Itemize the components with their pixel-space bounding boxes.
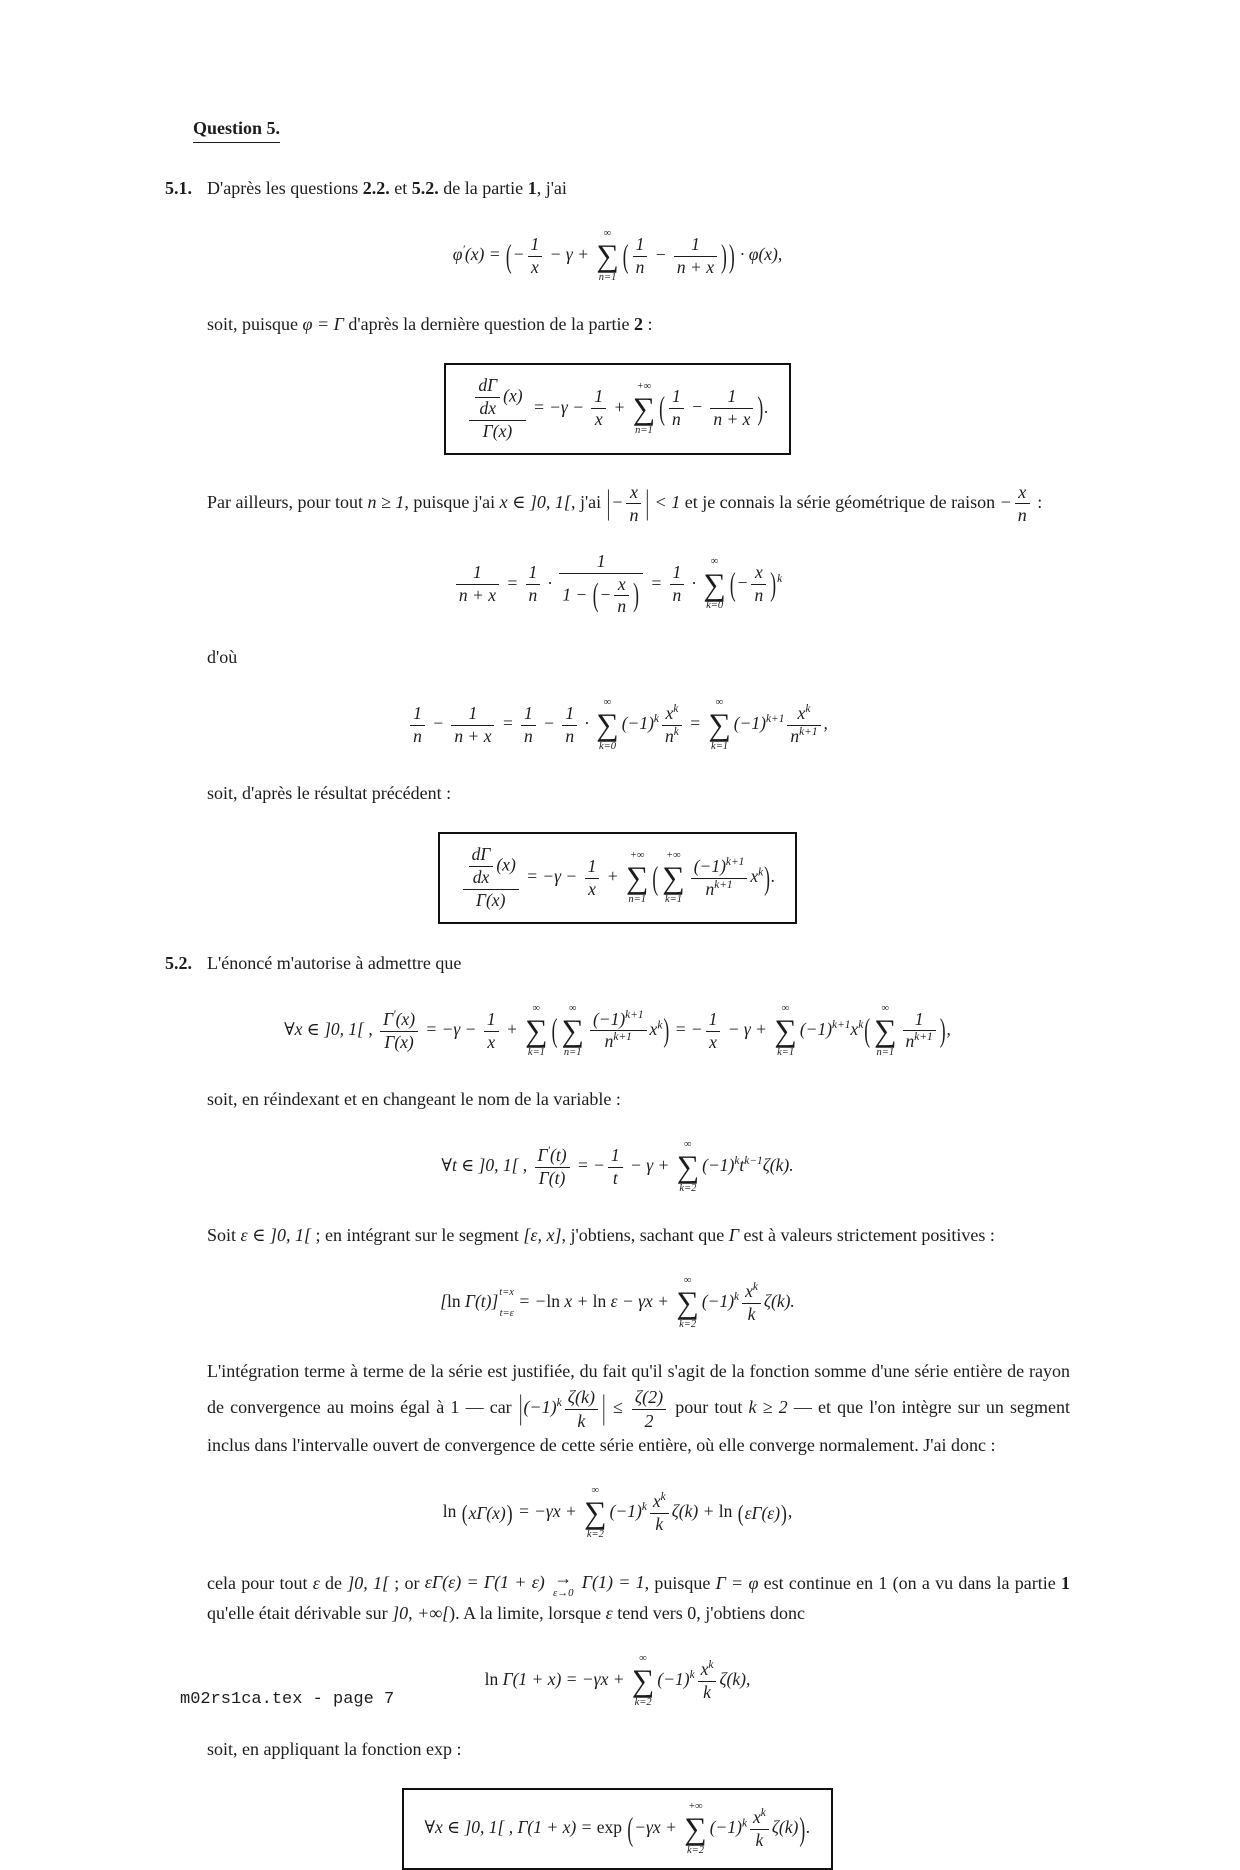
para-par-ailleurs: Par ailleurs, pour tout n ≥ 1, puisque j'ai x ∈ ]0, 1[, j'ai | − $\frac{x}{n}$ | < 1 et je connais la série géométrique de raison − $\frac{x}{n}$ : bbox=[207, 481, 1043, 526]
para-reindexant: soit, en réindexant et en changeant le nom de la variable : bbox=[207, 1089, 621, 1110]
eq-admitted-swap: ∀x ∈ ]0, 1[ , $\frac{\Gamma'(x)}{\Gamma(x)}$ = −γ − $\frac{1}{x}$ + ∞ ∑ k=1 ( ∞ ∑ n=1 $\frac{(-1)^{k+1}}{n^{k+1}}$ $x^k$ ) = − $\frac{1}{x}$ − γ + ∞ ∑ k=1 $(-1)^{k+1}x^k$ ( ∞ ∑ n=1 $\frac{1}{n^{k+1}}$ ) , bbox=[284, 1002, 951, 1058]
eq-series-difference: $\frac{1}{n}$ − $\frac{1}{n + x}$ = $\frac{1}{n}$ − $\frac{1}{n}$ · ∞ ∑ k=0 $(-1)^k$ $\frac{x^k}{n^k}$ = ∞ ∑ k=1 $(-1)^{k+1}$ $\frac{x^k}{n^{k+1}}$ , bbox=[165, 696, 1070, 754]
eq-geometric-series: $\frac{1}{n + x}$ = $\frac{1}{n}$ · 1 1 − ( − $\frac{x}{n}$ ) = $\frac{1}{n}$ · ∞ ∑ k=0 ( − $\frac{x}{n}$ ) $^k$ bbox=[165, 551, 1070, 619]
eq-phi-prime: φ′(x) = ( − $\frac{1}{x}$ − γ + ∞ ∑ n=1 ( $\frac{1}{n}$ − $\frac{1}{n + x}$ ) ) · φ(x), bbox=[452, 227, 783, 283]
eq-ln-x-gamma: ln ( xΓ(x) ) = −γx + ∞ ∑ k=2 $(-1)^k$ $\frac{x^k}{k}$ ζ(k) + ln ( εΓ(ε) ) , bbox=[442, 1485, 793, 1541]
question-title: Question 5. bbox=[193, 118, 280, 143]
para-fonction-exp: soit, en appliquant la fonction exp : bbox=[207, 1739, 462, 1760]
boxed-eq-double-sum: $\frac{d\Gamma}{dx}$ (x) Γ(x) = −γ − $\frac{1}{x}$ + +∞ ∑ n=1 ( +∞ ∑ k=1 $\frac{(-1)^{k+1}}{n^{k+1}}$ $x^k$ ) . bbox=[165, 832, 1070, 924]
para-dou: d'où bbox=[207, 647, 238, 668]
para-soit-dapres: soit, d'après le résultat précédent : bbox=[207, 783, 452, 804]
para-5-2-intro: 5.2. L'énoncé m'autorise à admettre que bbox=[207, 950, 1070, 978]
para-5-1-intro: 5.1. D'après les questions 2.2. et 5.2. de la partie 1, j'ai bbox=[207, 175, 1070, 203]
page-footer: m02rs1ca.tex - page 7 bbox=[180, 1690, 395, 1709]
para-justification: L'intégration terme à terme de la série est justifiée, du fait qu'il s'agit de la fonction somme d'une série entière de rayon de convergence au moins égal à 1 — car | $(-1)^k$ $\frac{\zeta(k)}{k}$ | ≤ $\frac{\zeta(2)}{2}$ pour tout k ≥ 2 — et que l'on intègre sur un segment inclus dans l'intervalle ouvert de convergence de cette série entière, où elle converge normalement. J'ai donc : bbox=[207, 1361, 1070, 1456]
para-5-1-intro-label: 5.1. bbox=[165, 178, 192, 198]
para-cela-pour-tout: cela pour tout ε de ]0, 1[ ; or εΓ(ε) = Γ(1 + ε) → ε→0 Γ(1) = 1, puisque Γ = φ est continue en 1 (on a vu dans la partie 1 qu'elle était dérivable sur ]0, +∞[). A la limite, lorsque ε tend vers 0, j'obtiens donc bbox=[207, 1567, 1071, 1623]
boxed-eq-final: ∀x ∈ ]0, 1[ , Γ(1 + x) = exp ( −γx + +∞ ∑ k=2 $(-1)^k$ $\frac{x^k}{k}$ ζ(k) ) . bbox=[165, 1788, 1070, 1870]
para-5-2-intro-label: 5.2. bbox=[165, 952, 192, 973]
boxed-eq-log-derivative: $\frac{d\Gamma}{dx}$ (x) Γ(x) = −γ − $\frac{1}{x}$ + +∞ ∑ n=1 ( $\frac{1}{n}$ − $\frac{1}{n + x}$ ) . bbox=[165, 363, 1070, 455]
eq-zeta-form: ∀t ∈ ]0, 1[ , $\frac{\Gamma'(t)}{\Gamma(t)}$ = − $\frac{1}{t}$ − γ + ∞ ∑ k=2 $(-1)^kt^{k-1}\zeta(k)$. bbox=[441, 1139, 794, 1195]
para-soit-epsilon: Soit ε ∈ ]0, 1[ ; en intégrant sur le segment [ε, x], j'obtiens, sachant que Γ est à valeurs strictement positives : bbox=[207, 1225, 995, 1246]
para-soit-puisque: soit, puisque φ = Γ d'après la dernière question de la partie 2 : bbox=[207, 314, 653, 335]
eq-integrated: [ln Γ(t)] t=x t=ε = −ln x + ln ε − γx + ∞ ∑ k=2 $(-1)^k$ $\frac{x^k}{k}$ ζ(k). bbox=[440, 1275, 795, 1331]
eq-ln-gamma-1px: ln Γ(1 + x) = −γx + ∞ ∑ k=2 $(-1)^k$ $\frac{x^k}{k}$ ζ(k), bbox=[484, 1652, 751, 1708]
